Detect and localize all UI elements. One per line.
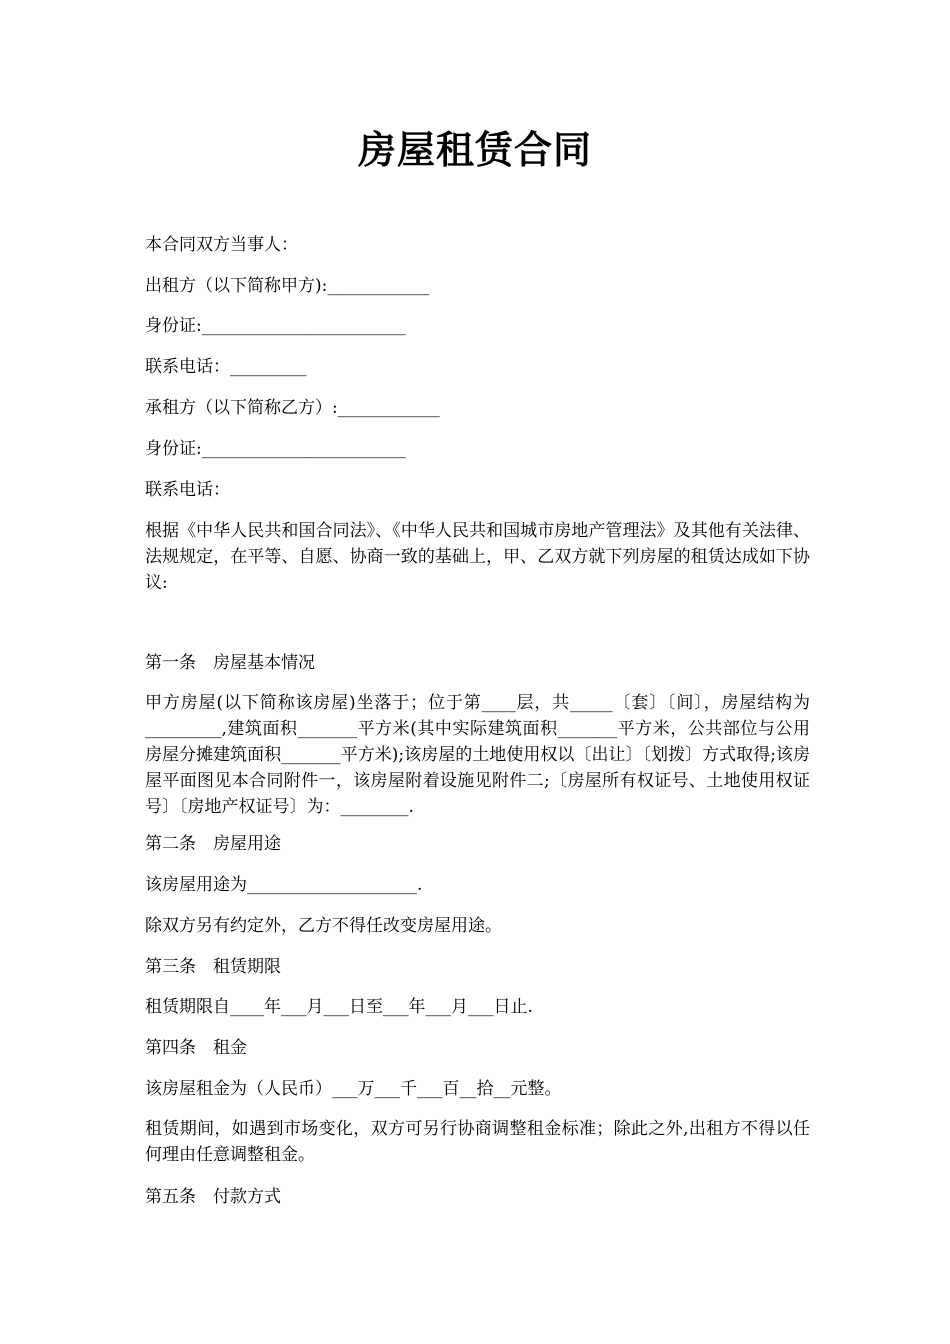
lessee-phone-line: 联系电话：: [145, 480, 230, 500]
lessor-phone-line: 联系电话：_________: [145, 357, 307, 377]
article-4-adjustment: 租赁期间，如遇到市场变化，双方可另行协商调整租金标准；除此之外,出租方不得以任何理由任意调整租金。: [145, 1119, 810, 1165]
article-4-heading: 第四条 租金: [145, 1038, 247, 1058]
preamble-paragraph: 根据《中华人民共和国合同法》、《中华人民共和国城市房地产管理法》及其他有关法律、法规规定，在平等、自愿、协商一致的基础上，甲、乙双方就下列房屋的租赁达成如下协议:: [145, 521, 810, 593]
article-2-heading: 第二条 房屋用途: [145, 834, 281, 854]
lessee-line: 承租方（以下简称乙方）:____________: [145, 398, 440, 418]
article-2-use: 该房屋用途为____________________.: [145, 875, 423, 895]
lessor-id-line: 身份证:________________________: [145, 316, 406, 336]
document-title: 房屋租赁合同: [357, 127, 592, 172]
article-1-body: 甲方房屋(以下简称该房屋)坐落于；位于第____层，共_____〔套〕〔间〕，房屋结构为_________,建筑面积_______平方米(其中实际建筑面积_______平方米，公共部位与公用房屋分摊建筑面积_______平方米);该房屋的土地使用权以〔出让〕〔划拨〕方式取得;该房屋平面图见本合同附件一，该房屋附着设施见附件二;〔房屋所有权证号、土地使用权证号〕〔房地产权证号〕为：________.: [145, 693, 810, 817]
lessor-line: 出租方（以下简称甲方):____________: [145, 276, 430, 296]
parties-intro: 本合同双方当事人：: [145, 235, 298, 255]
article-3-heading: 第三条 租赁期限: [145, 957, 281, 977]
article-1-heading: 第一条 房屋基本情况: [145, 653, 315, 673]
article-5-heading: 第五条 付款方式: [145, 1187, 281, 1207]
article-3-term: 租赁期限自____年___月___日至___年___月___日止.: [145, 997, 533, 1017]
article-4-amount: 该房屋租金为（人民币）___万___千___百__拾__元整。: [145, 1079, 562, 1099]
lessee-id-line: 身份证:________________________: [145, 439, 406, 459]
article-2-restriction: 除双方另有约定外，乙方不得任改变房屋用途。: [145, 916, 502, 936]
